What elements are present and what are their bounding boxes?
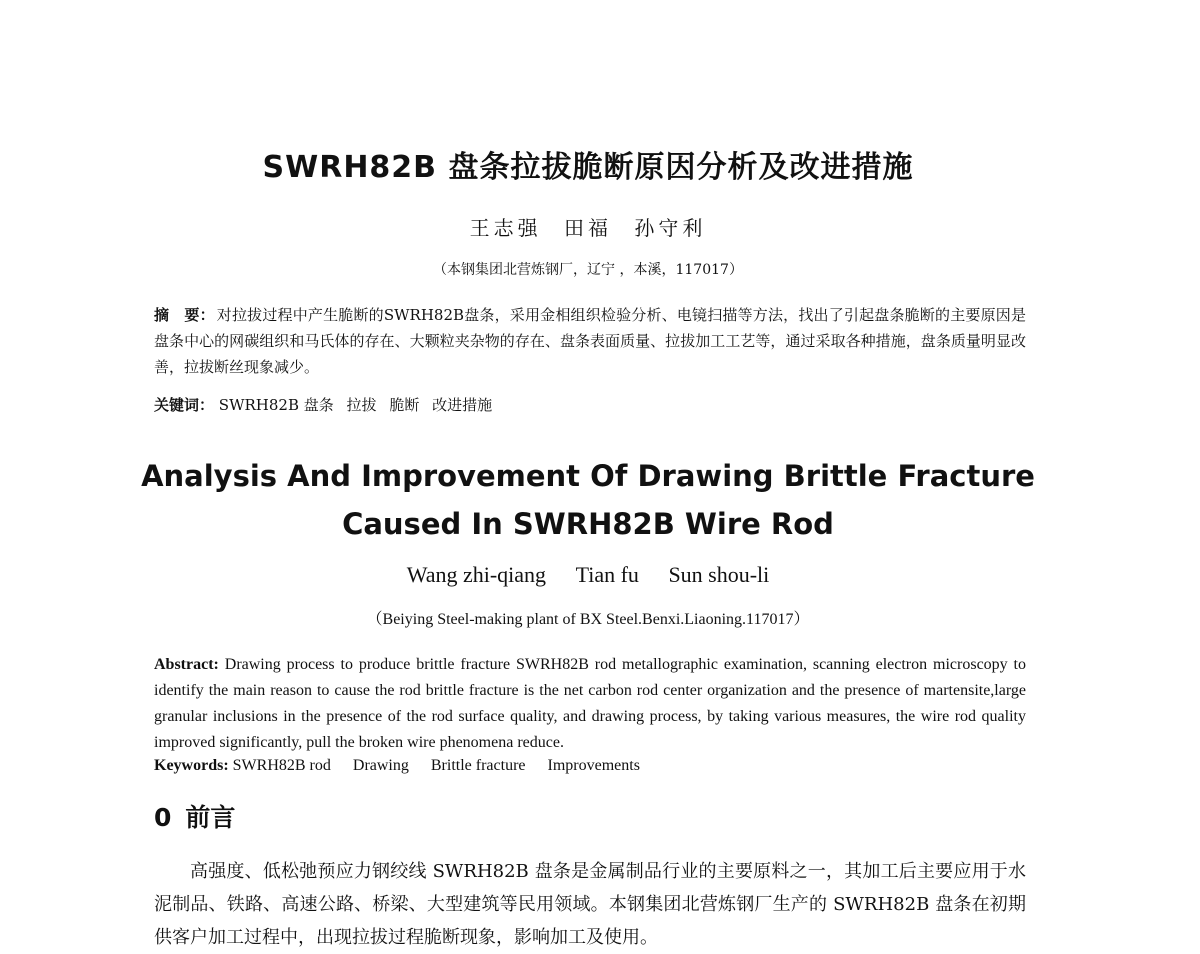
- english-title-line: Caused In SWRH82B Wire Rod: [342, 507, 834, 541]
- english-abstract-label: Abstract:: [154, 656, 219, 673]
- chinese-affiliation: （本钢集团北营炼钢厂，辽宁 ，本溪，117017）: [433, 262, 743, 278]
- english-keyword: Brittle fracture: [430, 757, 526, 774]
- english-keyword: Improvements: [547, 757, 640, 774]
- chinese-abstract-text: 对拉拔过程中产生脆断的SWRH82B盘条，采用金相组织检验分析、电镜扫描等方法，找出了引起盘条脆断的主要原因是盘条中心的网碳组织和马氏体的存在、大颗粒夹杂物的存在、盘条表面质量、拉拔加工工艺等，通过采取各种措施，盘条质量明显改善，拉拔断丝现象减少。: [154, 306, 1026, 376]
- english-keyword: SWRH82B rod: [232, 757, 331, 774]
- section-number: 0: [154, 803, 172, 832]
- english-abstract: [154, 652, 1026, 756]
- chinese-author: 王志强: [469, 216, 542, 240]
- chinese-author: 田福: [564, 216, 612, 240]
- english-author: Wang zhi-qiang: [406, 562, 547, 587]
- english-author: Sun shou-li: [668, 562, 770, 587]
- chinese-keyword: 改进措施: [432, 396, 493, 414]
- english-affiliation: （Beiying Steel-making plant of BX Steel.Benxi.Liaoning.117017）: [366, 611, 810, 628]
- english-keyword: Drawing: [352, 757, 409, 774]
- chinese-keyword: 拉拔: [346, 396, 377, 414]
- english-title-line: Analysis And Improvement Of Drawing Brittle Fracture: [141, 459, 1035, 493]
- section-body-text: 高强度、低松弛预应力钢绞线 SWRH82B 盘条是金属制品行业的主要原料之一，其加工后主要应用于水泥制品、铁路、高速公路、桥梁、大型建筑等民用领域。本钢集团北营炼钢厂生产的 SWRH82B 盘条在初期供客户加工过程中，出现拉拔过程脆断现象，影响加工及使用。: [154, 861, 1026, 948]
- english-keywords: [154, 757, 658, 775]
- chinese-keywords: [154, 394, 500, 415]
- section-title: 前言: [185, 803, 236, 832]
- chinese-keyword: SWRH82B 盘条: [218, 396, 334, 414]
- english-author: Tian fu: [575, 562, 639, 587]
- chinese-abstract-label: 摘 要：: [154, 306, 215, 324]
- chinese-title: SWRH82B 盘条拉拔脆断原因分析及改进措施: [262, 150, 914, 185]
- chinese-authors: [0, 212, 1176, 241]
- english-authors: [0, 562, 1176, 588]
- chinese-keywords-label: 关键词：: [154, 396, 215, 414]
- english-title: [0, 452, 1176, 548]
- section-heading: [154, 798, 235, 834]
- english-abstract-text: Drawing process to produce brittle fracture SWRH82B rod metallographic examination, scanning electron microscopy to identify the main reason to cause the rod brittle fracture is the net carbon rod center organization and the presence of martensite,large granular inclusions in the presence of the rod surface quality, and drawing process, by taking various measures, the wire rod quality improved significantly, pull the broken wire phenomena reduce.: [154, 656, 1026, 751]
- english-keywords-label: Keywords:: [154, 757, 229, 774]
- chinese-author: 孙守利: [634, 216, 707, 240]
- chinese-keyword: 脆断: [389, 396, 420, 414]
- chinese-abstract: [154, 302, 1026, 380]
